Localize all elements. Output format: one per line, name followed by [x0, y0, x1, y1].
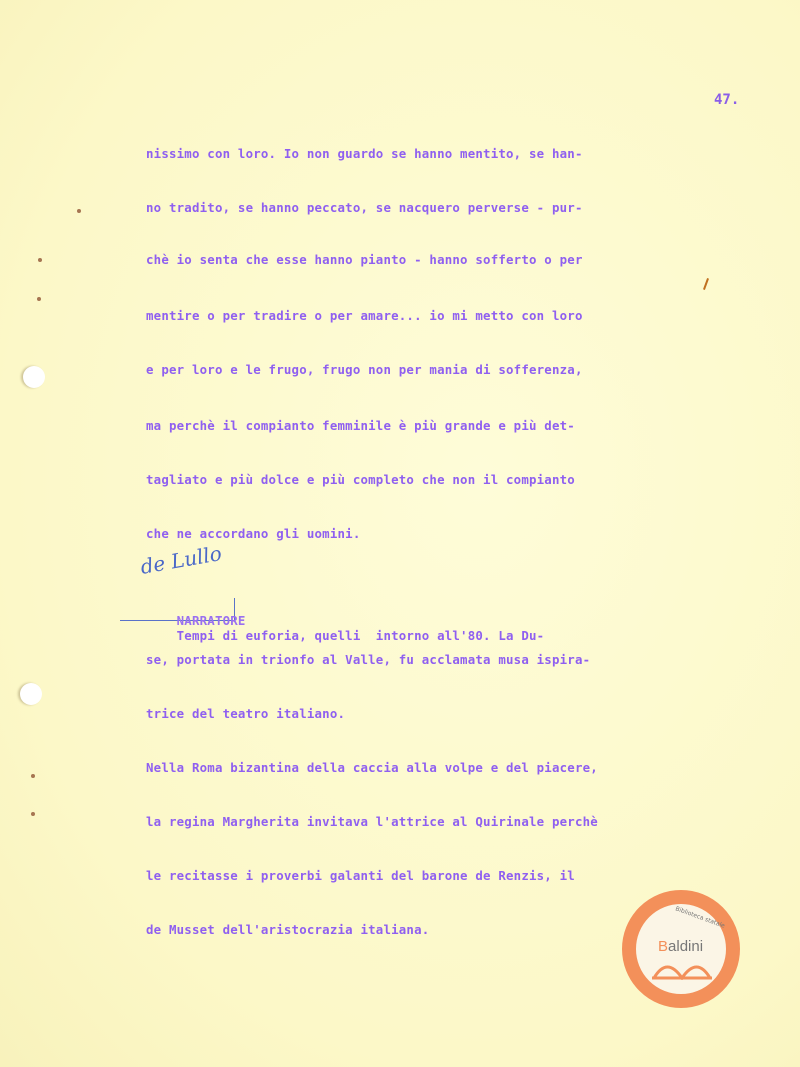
text-line: tagliato e più dolce e più completo che non il compianto: [146, 472, 575, 487]
paper-speck: [38, 258, 42, 262]
stamp-small-text: Biblioteca statale: [674, 905, 726, 930]
speaker-line: [146, 598, 544, 658]
handwritten-note: de Lullo: [138, 541, 224, 579]
text-line: la regina Margherita invitava l'attrice al Quirinale perchè: [146, 814, 598, 829]
speaker-text: Tempi di euforia, quelli intorno all'80. La Du-: [176, 628, 545, 643]
stamp-name: [658, 938, 703, 955]
speaker-label: NARRATORE: [176, 613, 246, 628]
text-line: no tradito, se hanno peccato, se nacquero perverse - pur-: [146, 200, 583, 215]
page-number: 47.: [714, 92, 740, 108]
text-line: chè io senta che esse hanno pianto - hanno sofferto o per: [146, 252, 583, 267]
text-line: ma perchè il compianto femminile è più grande e più det-: [146, 418, 575, 433]
text-line: trice del teatro italiano.: [146, 706, 346, 721]
stamp-initial: B: [658, 938, 669, 955]
text-line: mentire o per tradire o per amare... io mi metto con loro: [146, 308, 583, 323]
text-line: de Musset dell'aristocrazia italiana.: [146, 922, 430, 937]
text-line: se, portata in trionfo al Valle, fu acclamata musa ispira-: [146, 652, 591, 667]
margin-mark: [703, 278, 709, 290]
punch-hole: [23, 366, 45, 388]
paper-speck: [77, 209, 81, 213]
book-arches-icon: [652, 956, 712, 980]
paper-speck: [31, 774, 35, 778]
text-line: nissimo con loro. Io non guardo se hanno mentito, se han-: [146, 146, 583, 161]
paper-speck: [37, 297, 41, 301]
library-stamp: [622, 890, 740, 1008]
text-line: Nella Roma bizantina della caccia alla volpe e del piacere,: [146, 760, 598, 775]
text-line: le recitasse i proverbi galanti del barone de Renzis, il: [146, 868, 575, 883]
stamp-name-rest: aldini: [668, 938, 704, 955]
punch-hole: [20, 683, 42, 705]
paper-speck: [31, 812, 35, 816]
text-line: e per loro e le frugo, frugo non per mania di sofferenza,: [146, 362, 583, 377]
text-line: che ne accordano gli uomini.: [146, 526, 361, 541]
